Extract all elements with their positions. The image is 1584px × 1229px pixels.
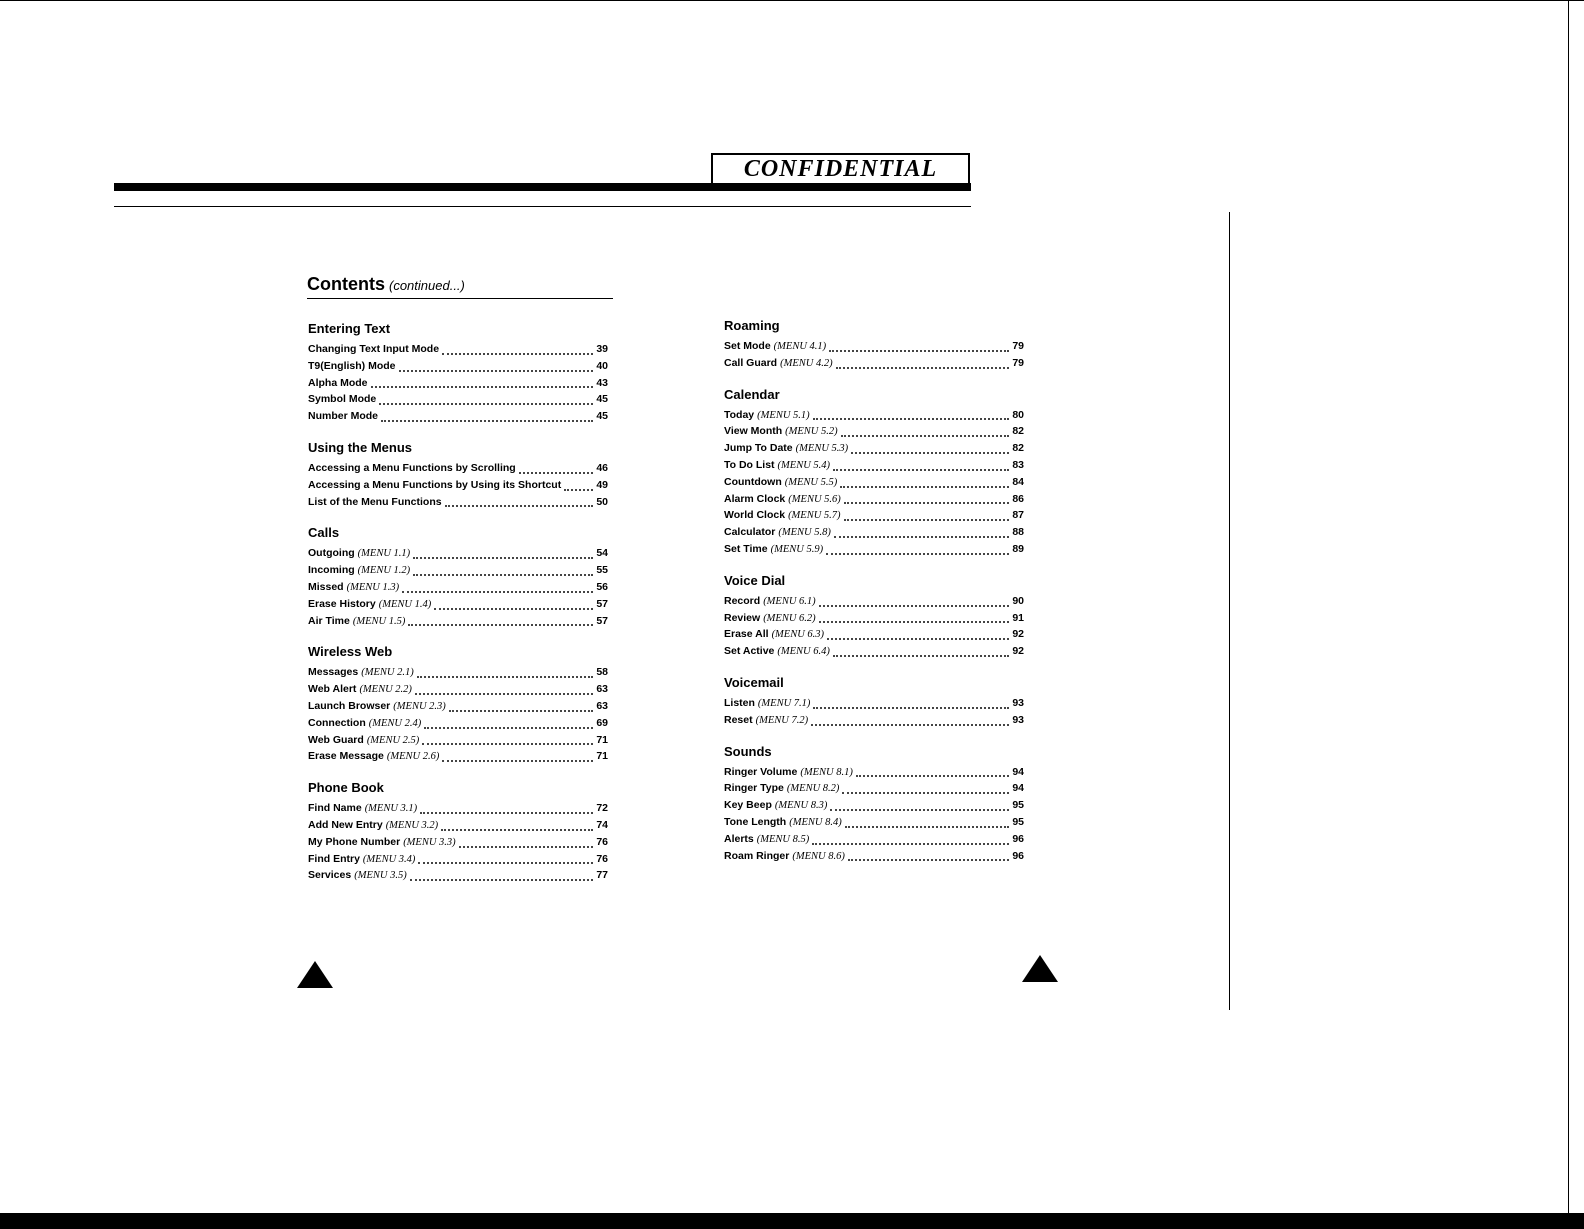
- toc-entry[interactable]: [308, 358, 608, 375]
- dot-leader: [424, 718, 593, 729]
- entry-menu-code: (MENU 8.6): [792, 850, 845, 862]
- entry-name: Changing Text Input Mode: [308, 343, 440, 355]
- toc-entry[interactable]: [724, 814, 1024, 831]
- section-title: Voicemail: [724, 674, 784, 690]
- entry-menu-code: (MENU 2.5): [366, 734, 420, 746]
- entry-name: Web Alert: [308, 683, 357, 696]
- toc-entry[interactable]: [308, 834, 608, 851]
- toc-entry[interactable]: [724, 831, 1024, 848]
- dot-leader: [449, 701, 593, 712]
- entry-name: Ringer Volume: [724, 765, 798, 778]
- contents-continued-label: (continued...): [389, 278, 465, 293]
- toc-entry[interactable]: [308, 341, 608, 358]
- toc-entry[interactable]: [724, 440, 1024, 457]
- entry-menu-code: (MENU 1.1): [357, 548, 411, 560]
- entry-page-number: 93: [1012, 713, 1024, 726]
- toc-entry[interactable]: [308, 579, 608, 596]
- entry-name: Ringer Type: [724, 782, 784, 795]
- dot-leader: [408, 615, 593, 626]
- dot-leader: [811, 715, 1009, 726]
- toc-section: [308, 641, 608, 765]
- entry-name: Today: [724, 408, 755, 421]
- entry-menu-code: (MENU 2.2): [359, 684, 412, 696]
- dot-leader: [413, 565, 593, 576]
- entry-menu-code: (MENU 5.7): [788, 510, 841, 522]
- entry-menu-code: (MENU 5.4): [777, 459, 831, 471]
- entry-name: Tone Length: [724, 815, 787, 828]
- dot-leader: [836, 358, 1009, 369]
- dot-leader: [442, 344, 593, 355]
- dot-leader: [402, 582, 593, 593]
- entry-name: Alpha Mode: [308, 376, 368, 389]
- entry-name: Listen: [724, 696, 755, 709]
- entry-name: Erase Message: [308, 750, 384, 763]
- entry-name: Air Time: [308, 614, 350, 627]
- entry-name: Accessing a Menu Functions by Scrolling: [308, 461, 516, 474]
- entry-name: Countdown: [724, 475, 782, 488]
- entry-page-number: 95: [1012, 799, 1024, 812]
- right-toc-column: [724, 315, 1024, 876]
- entry-name: Alarm Clock: [724, 492, 786, 505]
- entry-page-number: 71: [596, 733, 608, 746]
- entry-name: Roam Ringer: [724, 849, 790, 862]
- entry-page-number: 45: [596, 410, 608, 423]
- entry-name: My Phone Number: [308, 835, 401, 848]
- dot-leader: [371, 377, 594, 388]
- dot-leader: [834, 527, 1009, 538]
- entry-page-number: 63: [596, 699, 608, 712]
- toc-entry[interactable]: [724, 457, 1024, 474]
- scan-top-edge: [0, 0, 1584, 1]
- entry-name: Reset: [724, 713, 753, 726]
- entry-page-number: 57: [596, 597, 608, 610]
- contents-title: Contents: [307, 274, 385, 294]
- entry-menu-code: (MENU 5.1): [757, 409, 810, 421]
- page-fold-line: [1229, 212, 1230, 1010]
- dot-leader: [564, 480, 593, 491]
- entry-menu-code: (MENU 5.8): [778, 527, 831, 539]
- entry-menu-code: (MENU 5.2): [785, 426, 838, 438]
- entry-menu-code: (MENU 5.9): [770, 543, 824, 555]
- entry-name: Number Mode: [308, 410, 379, 423]
- entry-name: Alerts: [724, 832, 754, 845]
- entry-menu-code: (MENU 1.3): [346, 581, 400, 593]
- entry-page-number: 55: [596, 564, 608, 577]
- dot-leader: [415, 684, 593, 695]
- toc-entry[interactable]: [724, 797, 1024, 814]
- entry-page-number: 54: [596, 547, 608, 560]
- entry-menu-code: (MENU 5.3): [795, 443, 849, 455]
- entry-name: Incoming: [308, 564, 355, 577]
- toc-entry[interactable]: [308, 375, 608, 392]
- toc-entry[interactable]: [308, 562, 608, 579]
- entry-name: T9(English) Mode: [308, 359, 396, 372]
- toc-entry[interactable]: [724, 848, 1024, 865]
- entry-page-number: 57: [596, 614, 608, 627]
- entry-page-number: 58: [596, 666, 608, 679]
- page-marker-triangle-icon: [297, 961, 333, 988]
- entry-page-number: 79: [1012, 356, 1024, 369]
- toc-entry[interactable]: [724, 780, 1024, 797]
- toc-section: [724, 570, 1024, 660]
- entry-name: Outgoing: [308, 547, 355, 560]
- entry-name: To Do List: [724, 458, 775, 471]
- entry-name: Find Name: [308, 802, 362, 815]
- entry-name: Jump To Date: [724, 442, 793, 455]
- entry-page-number: 49: [596, 478, 608, 491]
- dot-leader: [844, 493, 1009, 504]
- toc-entry[interactable]: [308, 732, 608, 749]
- entry-menu-code: (MENU 3.2): [385, 819, 439, 831]
- toc-entry[interactable]: [308, 391, 608, 408]
- toc-section: [308, 437, 608, 510]
- toc-entry[interactable]: [308, 681, 608, 698]
- dot-leader: [851, 443, 1009, 454]
- section-title: Phone Book: [308, 780, 384, 796]
- entry-page-number: 83: [1012, 458, 1024, 471]
- dot-leader: [381, 411, 593, 422]
- entry-page-number: 76: [596, 835, 608, 848]
- section-title: Entering Text: [308, 321, 391, 336]
- entry-page-number: 79: [1012, 340, 1024, 352]
- left-toc-column: [308, 318, 608, 896]
- toc-entry[interactable]: [308, 698, 608, 715]
- entry-page-number: 74: [596, 818, 608, 831]
- dot-leader: [418, 853, 593, 864]
- entry-menu-code: (MENU 5.5): [784, 476, 838, 488]
- toc-entry[interactable]: [308, 613, 608, 630]
- entry-menu-code: (MENU 4.2): [780, 357, 833, 369]
- entry-menu-code: (MENU 2.4): [368, 717, 422, 729]
- entry-name: Set Active: [724, 645, 775, 658]
- entry-page-number: 77: [596, 869, 608, 882]
- section-title: Sounds: [724, 743, 772, 759]
- entry-page-number: 86: [1012, 492, 1024, 505]
- dot-leader: [417, 667, 593, 678]
- entry-menu-code: (MENU 7.2): [755, 714, 809, 726]
- entry-name: List of the Menu Functions: [308, 495, 442, 508]
- section-title: Using the Menus: [308, 439, 413, 455]
- dot-leader: [413, 548, 593, 559]
- entry-name: Erase History: [308, 597, 376, 610]
- entry-name: Web Guard: [308, 733, 364, 746]
- toc-entry[interactable]: [308, 494, 608, 511]
- entry-menu-code: (MENU 2.3): [393, 700, 446, 712]
- entry-page-number: 40: [596, 359, 608, 372]
- toc-section: [724, 672, 1024, 729]
- dot-leader: [813, 698, 1009, 709]
- entry-name: Missed: [308, 580, 344, 593]
- entry-page-number: 95: [1012, 815, 1024, 828]
- entry-page-number: 93: [1012, 696, 1024, 709]
- entry-page-number: 46: [596, 461, 608, 474]
- toc-entry[interactable]: [724, 423, 1024, 440]
- toc-entry[interactable]: [308, 851, 608, 868]
- entry-menu-code: (MENU 6.4): [777, 646, 830, 658]
- entry-name: Messages: [308, 666, 359, 679]
- entry-page-number: 72: [596, 802, 608, 815]
- entry-page-number: 56: [596, 580, 608, 593]
- entry-menu-code: (MENU 6.1): [763, 595, 816, 607]
- scan-right-edge: [1568, 0, 1569, 1229]
- entry-name: Erase All: [724, 628, 769, 641]
- entry-menu-code: (MENU 8.3): [774, 800, 828, 812]
- entry-page-number: 89: [1012, 542, 1024, 555]
- entry-menu-code: (MENU 1.2): [357, 565, 411, 577]
- dot-leader: [813, 409, 1009, 420]
- toc-entry[interactable]: [724, 610, 1024, 627]
- entry-page-number: 87: [1012, 509, 1024, 522]
- dot-leader: [445, 496, 593, 507]
- toc-entry[interactable]: [724, 712, 1024, 729]
- entry-menu-code: (MENU 8.5): [756, 833, 810, 845]
- dot-leader: [434, 599, 593, 610]
- toc-entry[interactable]: [308, 477, 608, 494]
- entry-page-number: 94: [1012, 782, 1024, 795]
- dot-leader: [459, 837, 593, 848]
- dot-leader: [848, 850, 1009, 861]
- dot-leader: [842, 783, 1009, 794]
- dot-leader: [841, 426, 1009, 437]
- section-title: Calendar: [724, 386, 780, 402]
- entry-name: Record: [724, 594, 761, 607]
- entry-page-number: 96: [1012, 849, 1024, 862]
- toc-entry[interactable]: [308, 408, 608, 425]
- toc-section: [724, 384, 1024, 558]
- entry-menu-code: (MENU 8.2): [786, 783, 840, 795]
- entry-menu-code: (MENU 7.1): [757, 697, 811, 709]
- header-thick-rule: [114, 183, 971, 191]
- entry-menu-code: (MENU 3.5): [354, 870, 407, 882]
- toc-entry[interactable]: [308, 545, 608, 562]
- dot-leader: [827, 629, 1009, 640]
- contents-title-rule: [307, 298, 613, 299]
- entry-name: Set Mode: [724, 340, 771, 352]
- entry-name: Set Time: [724, 542, 768, 555]
- toc-entry[interactable]: [308, 596, 608, 613]
- entry-page-number: 82: [1012, 442, 1024, 455]
- section-title: Calls: [308, 525, 340, 541]
- toc-entry[interactable]: [724, 695, 1024, 712]
- dot-leader: [420, 803, 593, 814]
- entry-page-number: 84: [1012, 475, 1024, 488]
- contents-heading: [307, 274, 465, 295]
- toc-entry[interactable]: [308, 715, 608, 732]
- dot-leader: [410, 870, 593, 881]
- entry-menu-code: (MENU 1.4): [378, 598, 432, 610]
- toc-section: [724, 741, 1024, 865]
- dot-leader: [844, 510, 1009, 521]
- toc-entry[interactable]: [724, 474, 1024, 491]
- toc-entry[interactable]: [308, 460, 608, 477]
- entry-name: Symbol Mode: [308, 393, 377, 406]
- entry-menu-code: (MENU 4.1): [773, 341, 827, 352]
- toc-entry[interactable]: [308, 664, 608, 681]
- scan-bottom-edge: [0, 1213, 1584, 1229]
- toc-entry[interactable]: [308, 800, 608, 817]
- entry-menu-code: (MENU 5.6): [788, 493, 841, 505]
- entry-menu-code: (MENU 3.4): [362, 853, 416, 865]
- dot-leader: [829, 341, 1009, 352]
- toc-entry[interactable]: [308, 748, 608, 765]
- toc-entry[interactable]: [308, 817, 608, 834]
- entry-page-number: 90: [1012, 594, 1024, 607]
- dot-leader: [812, 834, 1009, 845]
- toc-entry[interactable]: [724, 491, 1024, 508]
- header-thin-rule: [114, 206, 971, 207]
- dot-leader: [442, 751, 593, 762]
- toc-entry[interactable]: [308, 867, 608, 884]
- entry-page-number: 45: [596, 393, 608, 406]
- dot-leader: [830, 800, 1009, 811]
- entry-page-number: 96: [1012, 832, 1024, 845]
- toc-entry[interactable]: [724, 541, 1024, 558]
- dot-leader: [422, 734, 593, 745]
- entry-page-number: 92: [1012, 645, 1024, 658]
- entry-page-number: 82: [1012, 425, 1024, 438]
- entry-menu-code: (MENU 3.1): [364, 803, 418, 815]
- toc-entry[interactable]: [724, 338, 1024, 355]
- entry-page-number: 88: [1012, 526, 1024, 539]
- dot-leader: [826, 544, 1009, 555]
- entry-name: Accessing a Menu Functions by Using its Shortcut: [308, 478, 562, 491]
- entry-page-number: 50: [596, 495, 608, 508]
- entry-page-number: 91: [1012, 611, 1024, 624]
- section-title: Voice Dial: [724, 572, 786, 588]
- entry-name: Key Beep: [724, 799, 772, 812]
- entry-page-number: 94: [1012, 765, 1024, 778]
- entry-name: Services: [308, 869, 352, 882]
- entry-page-number: 92: [1012, 628, 1024, 641]
- toc-entry[interactable]: [724, 524, 1024, 541]
- toc-entry[interactable]: [724, 355, 1024, 372]
- page-marker-triangle-icon: [1022, 955, 1058, 982]
- toc-section: [308, 777, 608, 884]
- toc-section: [308, 522, 608, 629]
- entry-name: View Month: [724, 425, 783, 438]
- dot-leader: [833, 646, 1009, 657]
- dot-leader: [519, 463, 593, 474]
- entry-menu-code: (MENU 2.1): [361, 667, 414, 679]
- entry-name: Review: [724, 611, 761, 624]
- entry-menu-code: (MENU 8.4): [789, 816, 842, 828]
- entry-page-number: 39: [596, 343, 608, 355]
- toc-section: [308, 318, 608, 425]
- entry-page-number: 80: [1012, 408, 1024, 421]
- entry-name: Launch Browser: [308, 699, 391, 712]
- toc-section: [724, 315, 1024, 372]
- entry-menu-code: (MENU 8.1): [800, 766, 853, 778]
- toc-entry[interactable]: [724, 626, 1024, 643]
- dot-leader: [845, 817, 1009, 828]
- entry-name: Call Guard: [724, 356, 778, 369]
- entry-menu-code: (MENU 3.3): [403, 836, 456, 848]
- entry-page-number: 71: [596, 750, 608, 763]
- entry-name: Connection: [308, 716, 366, 729]
- entry-page-number: 76: [596, 852, 608, 865]
- entry-name: Add New Entry: [308, 818, 383, 831]
- section-title: Roaming: [724, 318, 780, 333]
- entry-name: Calculator: [724, 526, 776, 539]
- section-title: Wireless Web: [308, 644, 393, 660]
- entry-menu-code: (MENU 6.2): [763, 612, 816, 624]
- dot-leader: [399, 361, 594, 372]
- dot-leader: [833, 460, 1009, 471]
- entry-page-number: 63: [596, 683, 608, 696]
- dot-leader: [856, 766, 1009, 777]
- dot-leader: [441, 820, 593, 831]
- entry-name: World Clock: [724, 509, 786, 522]
- toc-entry[interactable]: [724, 593, 1024, 610]
- entry-page-number: 43: [596, 376, 608, 389]
- toc-entry[interactable]: [724, 764, 1024, 781]
- entry-menu-code: (MENU 1.5): [352, 615, 406, 627]
- toc-entry[interactable]: [724, 643, 1024, 660]
- dot-leader: [819, 612, 1009, 623]
- dot-leader: [379, 394, 593, 405]
- toc-entry[interactable]: [724, 407, 1024, 424]
- entry-name: Find Entry: [308, 852, 360, 865]
- toc-entry[interactable]: [724, 507, 1024, 524]
- dot-leader: [840, 477, 1009, 488]
- entry-menu-code: (MENU 2.6): [386, 751, 440, 763]
- entry-menu-code: (MENU 6.3): [771, 629, 825, 641]
- entry-page-number: 69: [596, 716, 608, 729]
- dot-leader: [819, 596, 1009, 607]
- confidential-badge: CONFIDENTIAL: [711, 153, 970, 183]
